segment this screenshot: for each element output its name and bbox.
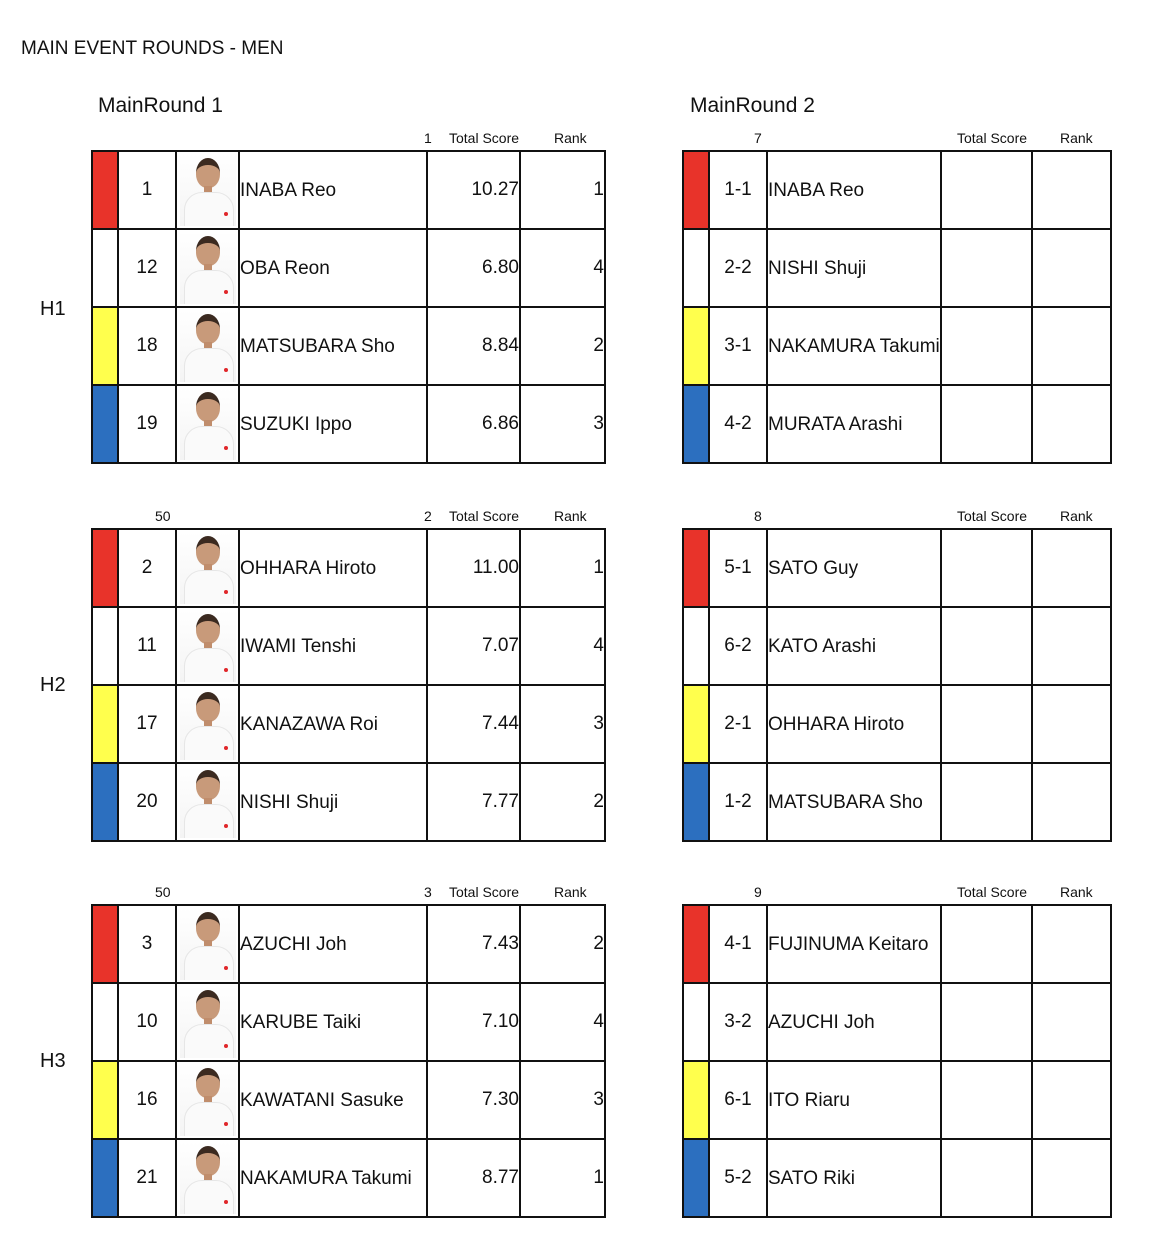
qualifier-code: 1-1 <box>709 151 767 229</box>
color-cell <box>683 763 709 841</box>
rank <box>1032 1061 1111 1139</box>
heat-label: H1 <box>40 298 66 320</box>
total-score: 7.44 <box>427 685 520 763</box>
rank <box>1032 983 1111 1061</box>
table-row <box>683 307 1111 385</box>
seed-number: 11 <box>118 607 176 685</box>
avatar <box>180 766 236 838</box>
rank-header: Rank <box>554 508 587 524</box>
qualifier-code: 6-1 <box>709 1061 767 1139</box>
heat-table <box>682 150 1112 464</box>
seed-number: 19 <box>118 385 176 463</box>
avatar-body <box>184 1180 234 1214</box>
total-score: 7.77 <box>427 763 520 841</box>
qualifier-code: 5-1 <box>709 529 767 607</box>
seed-number: 3 <box>118 905 176 983</box>
table-row <box>92 1139 605 1217</box>
athlete-name: OBA Reon <box>239 229 427 307</box>
avatar-body <box>184 570 234 604</box>
avatar <box>180 310 236 382</box>
color-cell <box>683 151 709 229</box>
flag-icon <box>224 1044 228 1048</box>
table-row <box>92 385 605 463</box>
athlete-name: KARUBE Taiki <box>239 983 427 1061</box>
total-score: 7.10 <box>427 983 520 1061</box>
avatar-body <box>184 348 234 382</box>
total-score: 10.27 <box>427 151 520 229</box>
table-row <box>683 229 1111 307</box>
athlete-photo <box>176 685 239 763</box>
avatar-body <box>184 726 234 760</box>
rank <box>1032 763 1111 841</box>
athlete-name: AZUCHI Joh <box>767 983 941 1061</box>
avatar-head <box>196 392 220 422</box>
color-cell <box>683 607 709 685</box>
avatar <box>180 986 236 1058</box>
seed-number: 20 <box>118 763 176 841</box>
total-score-header: Total Score <box>449 508 520 524</box>
color-cell <box>92 905 118 983</box>
table-row <box>92 983 605 1061</box>
flag-icon <box>224 1122 228 1126</box>
rank: 1 <box>520 1139 605 1217</box>
color-cell <box>92 307 118 385</box>
avatar-head <box>196 1146 220 1176</box>
rank <box>1032 151 1111 229</box>
table-row <box>683 905 1111 983</box>
flag-icon <box>224 668 228 672</box>
avatar <box>180 1142 236 1214</box>
color-cell <box>683 307 709 385</box>
total-score: 8.77 <box>427 1139 520 1217</box>
athlete-name: MURATA Arashi <box>767 385 941 463</box>
athlete-name: ITO Riaru <box>767 1061 941 1139</box>
color-cell <box>683 1139 709 1217</box>
table-row <box>92 229 605 307</box>
flag-icon <box>224 966 228 970</box>
heat-label: H3 <box>40 1050 66 1072</box>
heat-number: 2 <box>424 508 432 524</box>
color-cell <box>683 1061 709 1139</box>
flag-icon <box>224 1200 228 1204</box>
avatar-body <box>184 1024 234 1058</box>
heat-label: H2 <box>40 674 66 696</box>
heat-number: 9 <box>754 884 762 900</box>
color-cell <box>683 529 709 607</box>
athlete-name: AZUCHI Joh <box>239 905 427 983</box>
athlete-name: MATSUBARA Sho <box>767 763 941 841</box>
color-cell <box>683 229 709 307</box>
flag-icon <box>224 290 228 294</box>
avatar <box>180 610 236 682</box>
total-score: 11.00 <box>427 529 520 607</box>
rank-header: Rank <box>1060 884 1093 900</box>
color-cell <box>683 385 709 463</box>
total-score: 7.07 <box>427 607 520 685</box>
athlete-name: OHHARA Hiroto <box>767 685 941 763</box>
total-score <box>941 229 1032 307</box>
rank <box>1032 905 1111 983</box>
athlete-photo <box>176 1061 239 1139</box>
flag-icon <box>224 368 228 372</box>
rank <box>1032 307 1111 385</box>
avatar <box>180 1064 236 1136</box>
athlete-name: KANAZAWA Roi <box>239 685 427 763</box>
total-score: 7.43 <box>427 905 520 983</box>
athlete-name: IWAMI Tenshi <box>239 607 427 685</box>
rank <box>1032 607 1111 685</box>
seed-number: 16 <box>118 1061 176 1139</box>
total-score-header: Total Score <box>957 884 1028 900</box>
heat-number: 1 <box>424 130 432 146</box>
athlete-name: NISHI Shuji <box>239 763 427 841</box>
color-cell <box>92 763 118 841</box>
table-row <box>683 151 1111 229</box>
table-row <box>92 905 605 983</box>
total-score <box>941 1061 1032 1139</box>
avatar-head <box>196 536 220 566</box>
athlete-photo <box>176 1139 239 1217</box>
athlete-name: SATO Guy <box>767 529 941 607</box>
qualifier-code: 6-2 <box>709 607 767 685</box>
total-score <box>941 607 1032 685</box>
avatar <box>180 908 236 980</box>
total-score <box>941 151 1032 229</box>
table-row <box>683 1139 1111 1217</box>
avatar-head <box>196 990 220 1020</box>
rank: 2 <box>520 763 605 841</box>
athlete-name: KATO Arashi <box>767 607 941 685</box>
athlete-photo <box>176 307 239 385</box>
color-cell <box>683 983 709 1061</box>
heat-table <box>682 528 1112 842</box>
qualifier-code: 4-1 <box>709 905 767 983</box>
total-score-header: Total Score <box>449 130 520 146</box>
avatar <box>180 154 236 226</box>
qualifier-code: 2-1 <box>709 685 767 763</box>
color-cell <box>92 529 118 607</box>
heat-table <box>91 904 606 1218</box>
page-title: MAIN EVENT ROUNDS - MEN <box>21 38 284 59</box>
total-score <box>941 529 1032 607</box>
total-score <box>941 385 1032 463</box>
table-row <box>92 307 605 385</box>
color-cell <box>92 1061 118 1139</box>
table-row <box>683 385 1111 463</box>
color-cell <box>92 1139 118 1217</box>
athlete-photo <box>176 607 239 685</box>
table-row <box>92 685 605 763</box>
athlete-photo <box>176 763 239 841</box>
table-row <box>92 607 605 685</box>
heat-note: 50 <box>155 884 171 900</box>
athlete-photo <box>176 151 239 229</box>
table-row <box>683 607 1111 685</box>
seed-number: 18 <box>118 307 176 385</box>
athlete-name: KAWATANI Sasuke <box>239 1061 427 1139</box>
table-row <box>92 763 605 841</box>
flag-icon <box>224 590 228 594</box>
athlete-name: NAKAMURA Takumi <box>239 1139 427 1217</box>
athlete-name: SATO Riki <box>767 1139 941 1217</box>
table-row <box>683 529 1111 607</box>
seed-number: 12 <box>118 229 176 307</box>
heat-table <box>682 904 1112 1218</box>
athlete-name: FUJINUMA Keitaro <box>767 905 941 983</box>
qualifier-code: 3-2 <box>709 983 767 1061</box>
round2-title: MainRound 2 <box>690 94 815 117</box>
athlete-photo <box>176 385 239 463</box>
total-score <box>941 1139 1032 1217</box>
flag-icon <box>224 824 228 828</box>
total-score: 6.86 <box>427 385 520 463</box>
table-row <box>92 1061 605 1139</box>
rank: 3 <box>520 1061 605 1139</box>
rank-header: Rank <box>1060 130 1093 146</box>
avatar-head <box>196 158 220 188</box>
rank: 3 <box>520 385 605 463</box>
heat-note: 50 <box>155 508 171 524</box>
avatar-head <box>196 236 220 266</box>
rank-header: Rank <box>554 884 587 900</box>
table-row <box>683 983 1111 1061</box>
rank <box>1032 529 1111 607</box>
color-cell <box>92 685 118 763</box>
avatar-head <box>196 1068 220 1098</box>
heat-number: 7 <box>754 130 762 146</box>
avatar-head <box>196 770 220 800</box>
athlete-photo <box>176 529 239 607</box>
rank: 4 <box>520 983 605 1061</box>
total-score <box>941 905 1032 983</box>
seed-number: 2 <box>118 529 176 607</box>
color-cell <box>92 385 118 463</box>
rank: 1 <box>520 529 605 607</box>
rank-header: Rank <box>1060 508 1093 524</box>
seed-number: 1 <box>118 151 176 229</box>
total-score <box>941 983 1032 1061</box>
table-row <box>92 151 605 229</box>
total-score-header: Total Score <box>449 884 520 900</box>
rank <box>1032 685 1111 763</box>
total-score <box>941 685 1032 763</box>
rank: 4 <box>520 607 605 685</box>
athlete-name: SUZUKI Ippo <box>239 385 427 463</box>
heat-table <box>91 150 606 464</box>
avatar-body <box>184 804 234 838</box>
total-score <box>941 307 1032 385</box>
avatar-body <box>184 426 234 460</box>
avatar-head <box>196 912 220 942</box>
rank: 3 <box>520 685 605 763</box>
round1-title: MainRound 1 <box>98 94 223 117</box>
rank: 1 <box>520 151 605 229</box>
total-score: 7.30 <box>427 1061 520 1139</box>
total-score <box>941 763 1032 841</box>
athlete-name: INABA Reo <box>239 151 427 229</box>
rank: 4 <box>520 229 605 307</box>
color-cell <box>92 229 118 307</box>
avatar-body <box>184 192 234 226</box>
qualifier-code: 1-2 <box>709 763 767 841</box>
total-score-header: Total Score <box>957 130 1028 146</box>
heat-table <box>91 528 606 842</box>
qualifier-code: 2-2 <box>709 229 767 307</box>
avatar-body <box>184 946 234 980</box>
color-cell <box>683 905 709 983</box>
athlete-name: INABA Reo <box>767 151 941 229</box>
table-row <box>683 1061 1111 1139</box>
flag-icon <box>224 446 228 450</box>
total-score: 6.80 <box>427 229 520 307</box>
flag-icon <box>224 212 228 216</box>
rank <box>1032 1139 1111 1217</box>
athlete-photo <box>176 905 239 983</box>
qualifier-code: 4-2 <box>709 385 767 463</box>
total-score: 8.84 <box>427 307 520 385</box>
athlete-name: NISHI Shuji <box>767 229 941 307</box>
avatar-body <box>184 1102 234 1136</box>
color-cell <box>92 983 118 1061</box>
avatar-head <box>196 614 220 644</box>
table-row <box>683 763 1111 841</box>
athlete-name: MATSUBARA Sho <box>239 307 427 385</box>
rank-header: Rank <box>554 130 587 146</box>
athlete-name: NAKAMURA Takumi <box>767 307 941 385</box>
seed-number: 10 <box>118 983 176 1061</box>
avatar-body <box>184 648 234 682</box>
rank: 2 <box>520 307 605 385</box>
athlete-photo <box>176 983 239 1061</box>
seed-number: 21 <box>118 1139 176 1217</box>
rank <box>1032 229 1111 307</box>
seed-number: 17 <box>118 685 176 763</box>
heat-number: 8 <box>754 508 762 524</box>
avatar <box>180 688 236 760</box>
avatar <box>180 388 236 460</box>
heat-number: 3 <box>424 884 432 900</box>
qualifier-code: 3-1 <box>709 307 767 385</box>
avatar <box>180 532 236 604</box>
color-cell <box>92 151 118 229</box>
athlete-photo <box>176 229 239 307</box>
athlete-name: OHHARA Hiroto <box>239 529 427 607</box>
color-cell <box>683 685 709 763</box>
avatar-head <box>196 692 220 722</box>
qualifier-code: 5-2 <box>709 1139 767 1217</box>
total-score-header: Total Score <box>957 508 1028 524</box>
avatar-head <box>196 314 220 344</box>
rank <box>1032 385 1111 463</box>
avatar <box>180 232 236 304</box>
avatar-body <box>184 270 234 304</box>
table-row <box>683 685 1111 763</box>
color-cell <box>92 607 118 685</box>
table-row <box>92 529 605 607</box>
flag-icon <box>224 746 228 750</box>
rank: 2 <box>520 905 605 983</box>
